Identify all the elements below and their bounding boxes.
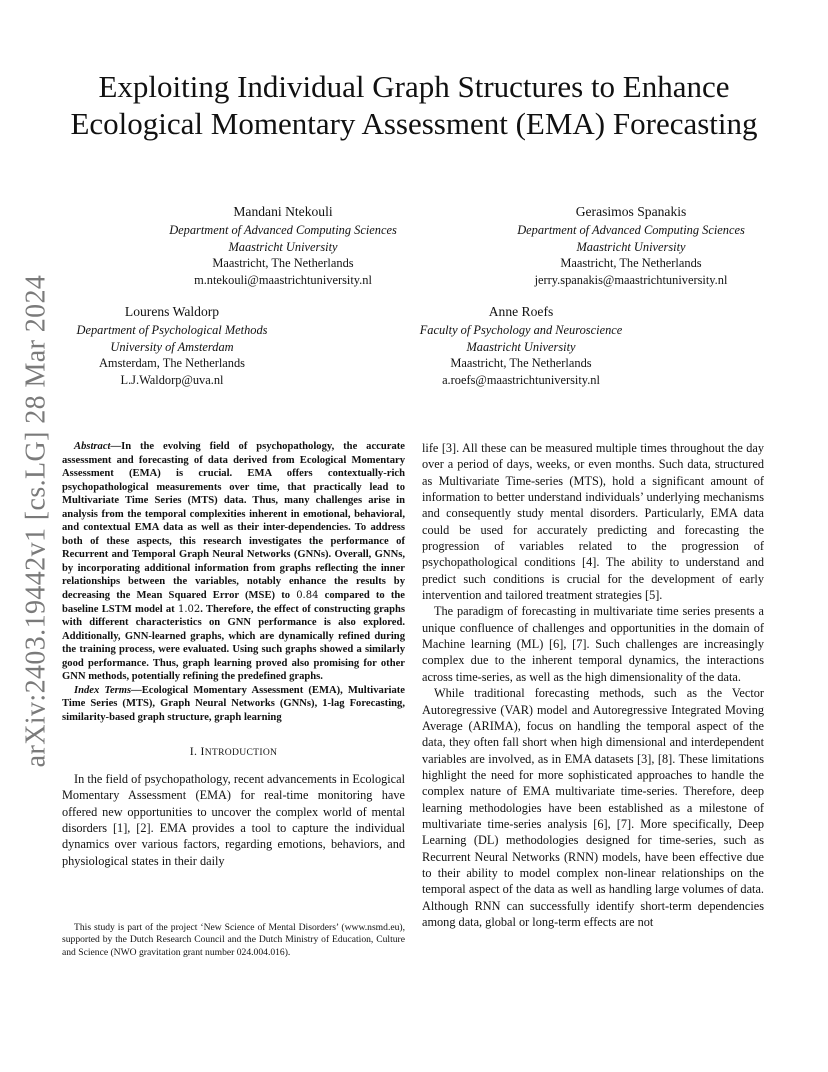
author-block-3 — [56, 302, 288, 388]
abstract-mse-gnn: 0.84 — [296, 590, 319, 602]
author-location: Maastricht, The Netherlands — [450, 356, 592, 370]
left-column — [62, 440, 405, 869]
author-department: Department of Advanced Computing Sciences — [169, 223, 397, 237]
abstract-label: Abstract — [74, 441, 111, 452]
author-department: Faculty of Psychology and Neuroscience — [419, 323, 623, 337]
author-university: Maastricht University — [466, 339, 576, 354]
paper-title: Exploiting Individual Graph Structures to Enhance Ecological Momentary Assessment (EMA) Forecasting — [70, 69, 758, 141]
author-email: L.J.Waldorp@uva.nl — [120, 372, 224, 387]
author-name: Gerasimos Spanakis — [575, 204, 687, 219]
abstract-text: compared to the baseline LSTM model at — [62, 590, 405, 615]
index-terms — [62, 684, 405, 725]
body-paragraph: The paradigm of forecasting in multivariate time series presents a unique confluence of challenges and opportunities in the domain of Machine learning (ML) [6], [7]. Such challenges are increasingly complex due to the inherent temporal dynamics, the interactions across time-series, as well as the high dimensionality of the data. — [422, 604, 764, 684]
footnote: This study is part of the project ‘New Science of Mental Disorders’ (www.nsmd.eu), supported by the Dutch Research Council and the Dutch Ministry of Education, Culture and Science (NWO gravitation grant number 024.004.016). — [62, 922, 405, 958]
author-email: jerry.spanakis@maastrichtuniversity.nl — [534, 272, 728, 287]
body-paragraph: In the field of psychopathology, recent advancements in Ecological Momentary Assessment (EMA) for real-time monitoring have offered new opportunities to uncover the complex world of mental disorders [1], [2]. EMA provides a tool to capture the individual dynamics over various factors, regarding emotions, behaviors, and physiological states in their daily — [62, 771, 405, 868]
section-heading-introduction — [62, 743, 405, 761]
author-block-1 — [150, 202, 416, 288]
index-terms-label: Index Terms — [74, 684, 132, 696]
section-title-initial: I — [200, 744, 205, 759]
author-location: Maastricht, The Netherlands — [212, 256, 354, 270]
section-number: I. — [189, 744, 201, 759]
arxiv-identifier — [16, 274, 56, 768]
arxiv-identifier-text: arXiv:2403.19442v1 [cs.LG] 28 Mar 2024 — [20, 274, 51, 768]
author-email: a.roefs@maastrichtuniversity.nl — [442, 372, 600, 387]
body-paragraph: While traditional forecasting methods, such as the Vector Autoregressive (VAR) model and Autoregressive Integrated Moving Average (ARIMA), focus on handling the temporal aspect of the data, they often fall short when high dimensional and interdependent variables are involved, as in EMA datasets [3], [8]. These limitations highlight the need for more sophisticated approaches to handle the complex nature of EMA multivariate time-series. Therefore, deep learning methodologies have been established as a milestone of multivariate time-series analysis [6], [7]. More specifically, Deep Learning (DL) methodologies designed for time-series, such as Recurrent Neural Networks (RNN) models, have been effective due to their ability to model complex non-linear relationships on the temporal aspect of the data as well as handling large volumes of data. Although RNN can successfully identify short-term dependencies among data, global or long-term effects are not — [422, 686, 764, 929]
index-terms-text: —Ecological Momentary Assessment (EMA), Multivariate Time Series (MTS), Graph Neural Networks (GNNs), 1-lag Forecasting, similarity-based graph structure, graph learning — [62, 684, 405, 723]
author-location: Maastricht, The Netherlands — [560, 256, 702, 270]
author-block-4 — [398, 302, 644, 388]
abstract-mse-lstm: 1.02 — [177, 603, 201, 615]
author-block-2 — [498, 202, 764, 288]
abstract — [62, 440, 405, 684]
author-name: Lourens Waldorp — [124, 304, 220, 319]
abstract-text: —In the evolving field of psychopathology, the accurate assessment and forecasting of data derived from Ecological Momentary Assessment (EMA) is crucial. EMA offers contextually-rich psychopathological measurements over time, that practically lead to Multivariate Time Series (MTS) data. Thus, many challenges arise in analysis from the temporal complexities inherent in emotional, behavioral, and contextual EMA data as well as their inter-dependencies. To address both of these aspects, this research investigates the performance of Recurrent and Temporal Graph Neural Networks (GNNs). Overall, GNNs, by incorporating additional information from graphs reflecting the inner relationships between the variables, notably enhance the results by decreasing the Mean Squared Error (MSE) to — [62, 441, 405, 602]
author-department: Department of Advanced Computing Sciences — [517, 223, 745, 237]
author-department: Department of Psychological Methods — [76, 323, 268, 337]
section-title-rest: NTRODUCTION — [204, 747, 278, 759]
author-location: Amsterdam, The Netherlands — [98, 356, 245, 370]
author-name: Anne Roefs — [488, 304, 554, 319]
author-name: Mandani Ntekouli — [233, 204, 333, 219]
right-column — [422, 440, 764, 930]
author-university: Maastricht University — [576, 239, 686, 254]
body-paragraph: life [3]. All these can be measured multiple times throughout the day over a period of days, weeks, or even months. Such data, structured as Multivariate Time-series (MTS), hold a significant amount of information to better understand individuals’ underlying mechanisms and consequently study mental disorders. Particularly, EMA data could be used for accurately predicting and forecasting the progression of variables related to the progression of psychopathological conditions [4]. The ability to understand and predict such conditions is crucial for the development of early intervention and tailored treatment strategies [5]. — [422, 441, 764, 603]
author-email: m.ntekouli@maastrichtuniversity.nl — [194, 272, 372, 287]
author-university: University of Amsterdam — [110, 339, 234, 354]
author-university: Maastricht University — [228, 239, 338, 254]
abstract-text: . Therefore, the effect of constructing graphs with different characteristics on GNN performance is also explored. Additionally, GNN-learned graphs, which are dynamically refined during the training process, were evaluated. Using such graphs showed a similarly good performance. Thus, graph learning proved also promising for other GNN methods, potentially refining the predefined graphs. — [62, 603, 405, 683]
